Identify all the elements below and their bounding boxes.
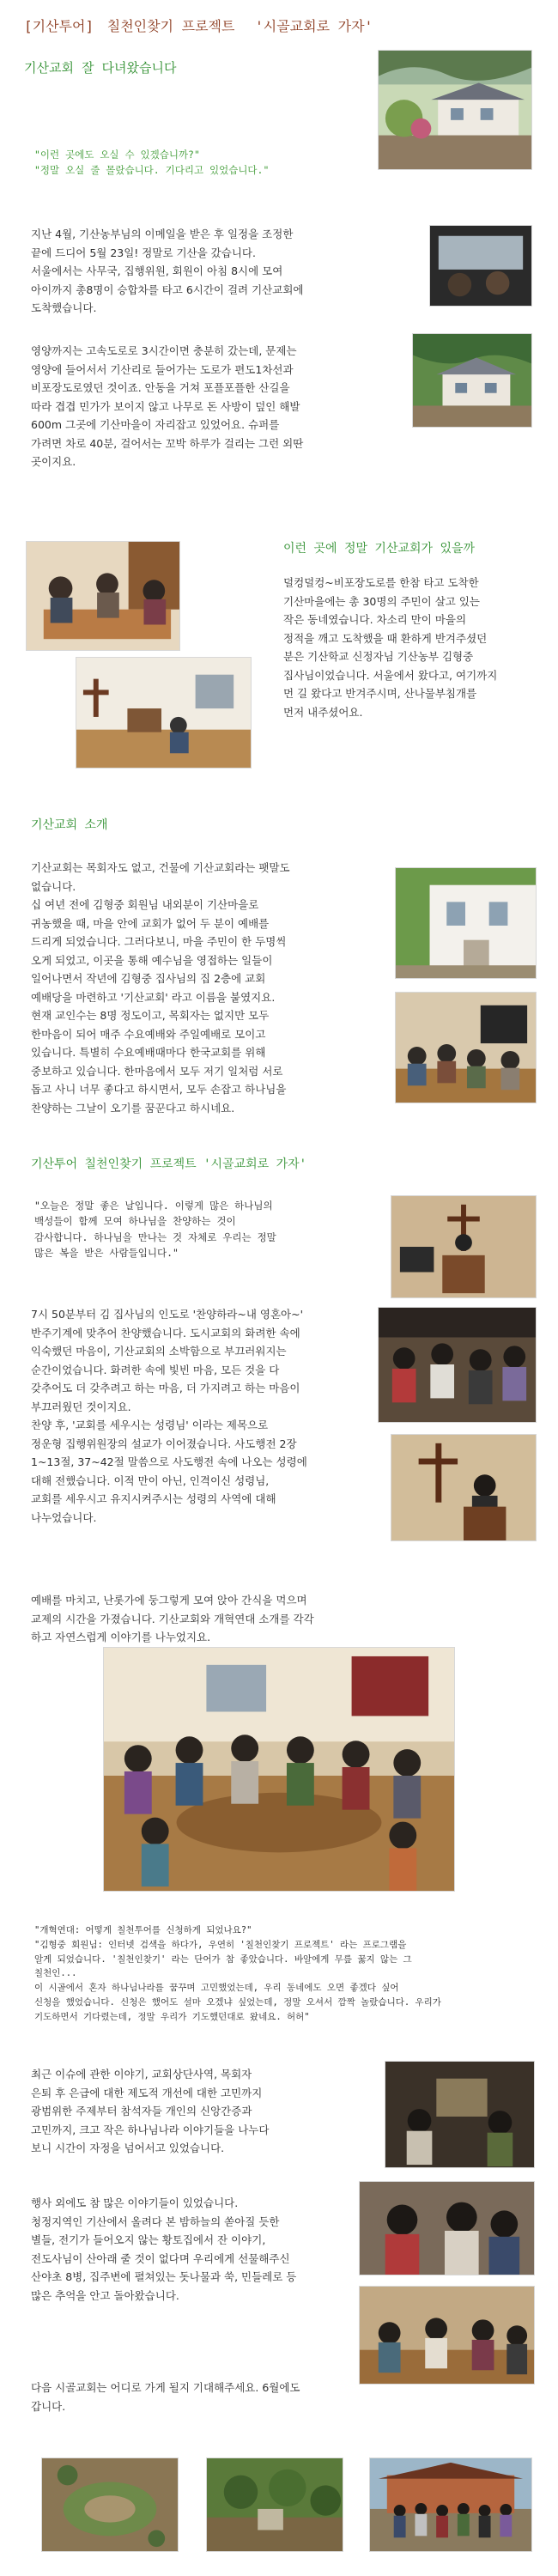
paragraph-trip: 지난 4월, 기산농부님의 이메일을 받은 후 일정을 조정한 끝에 드디어 5월 23일! 정말로 기산을 갔습니다. 서울에서는 사무국, 집행위원, 회원이 아침 8시에 모여 아이까지 총8명이 승합차를 타고 6시간이 걸려 기산교회에 도착했습니다. (31, 228, 304, 314)
paragraph-road: 영양까지는 고속도로로 3시간이면 충분히 갔는데, 문제는 영양에 들어서서 기산리로 들어가는 도로가 편도1차선과 비포장도로였던 것이죠. 안동을 거쳐 포플포플한 산길을 따라 겹겹 민가가 보이지 않고 나무로 돈 사방이 덮인 해발 600m 그곳에 기산마을이 자리잡고 있었어요. 슈퍼를 가려면 차로 40분, 걸어서는 꼬박 하루가 걸리는 그런 외딴 곳이지요. (31, 344, 304, 468)
photo-church-exterior (395, 867, 537, 979)
paragraph-welcome: 덜컹덜컹~비포장도로를 한참 타고 도착한 기산마을에는 총 30명의 주민이 살고 있는 작은 동네였습니다. 차소리 만이 마을의 정적을 깨고 도착했을 때 환하게 반겨주셨던 분은 기산학교 신정자님 기산농부 김형중 집사님이었습니다. 서울에서 왔다고, 여기까지 먼 길 왔다고 반겨주시며, 산나물부침개를 먼저 내주셨어요. (283, 576, 498, 719)
paragraph-fellowship: 예배를 마치고, 난롯가에 둥그렇게 모여 앉아 간식을 먹으며 교제의 시간을 가졌습니다. 기산교회와 개혁연대 소개를 각각 하고 자연스럽게 이야기를 나누었지요. (31, 1594, 314, 1643)
page-header (24, 15, 402, 35)
section-title-welcome: 이런 곳에 정말 기산교회가 있을까 (283, 542, 476, 556)
dialogue: "개혁연대: 어떻게 칠천투어를 신청하게 되었나요?" "김형중 회원님: 인터넷 검색을 하다가, 우연히 '칠천인찾기 프로젝트' 라는 프로그램을 알게 되었습니다. '칠천인찾기' 라는 단어가 참 좋았습니다. 바알에게 무릎 꿇지 않는 그 칠천인... 이 시골에서 혼자 하나님나라를 꿈꾸며 고민했었는데, 우리 동네에도 오면 좋겠다 싶어 신청을 했었습니다. 신청은 했어도 설마 오겠냐 싶었는데, 정말 오셔서 깜짝 놀랐습니다. 우리가 기도하면서 기다렸는데, 정말 우리가 기도했던대로 왔네요. 허허" (34, 1925, 441, 2022)
photo-night-talk (385, 2061, 535, 2168)
header-project: 칠천인찾기 프로젝트 (106, 18, 235, 34)
intro-quote-1: "이런 곳에도 오실 수 있겠습니까?" (34, 149, 200, 161)
photo-welcome-table (26, 541, 180, 651)
page-subtitle: 기산교회 잘 다녀왔습니다 (24, 60, 177, 76)
photo-sermon (391, 1434, 537, 1541)
photo-fellowship-circle (103, 1647, 455, 1892)
photo-pulpit (391, 1195, 537, 1298)
paragraph-worship: 7시 50분부터 김 집사님의 인도로 '찬양하라~내 영혼아~' 반주기계에 맞추어 찬양했습니다. 도시교회의 화려한 속에 익숙했던 마음이, 기산교회의 소박함으로 부끄러워지는 순간이었습니다. 화려한 속에 빛빈 마음, 모든 것을 다 갖추어도 더 갖추려고 하는 마음, 더 가지려고 하는 마음이 부끄러웠던 것이지요. 찬양 후, '교회를 세우시는 성령님' 이라는 제목으로 정운형 집행위원장의 설교가 이어졌습니다. 사도행전 2장 1~13절, 37~42절 말씀으로 사도행전 속에 나오는 성령에 대해 전했습니다. 이적 만이 아닌, 인격이신 성령님, 교회를 세우시고 유지시켜주시는 성령의 사역에 대해 나누었습니다. (31, 1308, 307, 1524)
header-slogan: '시골교회로 가자' (255, 18, 373, 34)
intro-quote-2: "정말 오실 줄 몰랐습니다. 기다리고 있었습니다." (34, 164, 270, 176)
photo-women-group (359, 2181, 535, 2275)
photo-worship-gathering (395, 992, 537, 1103)
paragraph-farewell: 행사 외에도 참 많은 이야기들이 있었습니다. 청정지역인 기산에서 올려다 본 밤하늘의 쏟아질 듯한 별들, 전기가 들어오지 않는 황토집에서 잔 이야기, 전도사님이 산아래 줄 것이 없다며 우리에게 선물해주신 산야초 8병, 집주변에 펼쳐있는 돗나물과 쑥, 민들레로 등 많은 추억을 안고 돌아왔습니다. (31, 2196, 297, 2302)
photo-praise-group (378, 1307, 537, 1423)
photo-herbs (206, 2458, 343, 2552)
photo-van-ride (429, 225, 532, 307)
photo-chapel-room (76, 657, 252, 769)
photo-group-outside (369, 2458, 532, 2552)
paragraph-recent: 최근 이슈에 관한 이야기, 교회상단사역, 목회자 은퇴 후 은급에 대한 제도적 개선에 대한 고민까지 광범위한 주제부터 참석자들 개인의 신앙간증과 고민까지, 크고 작은 하나님나라 이야기들을 나누다 보니 시간이 자정을 넘어서고 있었습니다. (31, 2068, 270, 2154)
paragraph-next: 다음 시골교회는 어디로 가게 될지 기대해주세요. 6월에도 갑니다. (31, 2381, 300, 2413)
section-title-church: 기산교회 소개 (31, 818, 108, 832)
paragraph-church: 기산교회는 목회자도 없고, 건물에 기산교회라는 팻말도 없습니다. 십 여년 전에 김형중 회원님 내외분이 기산마을로 귀농했을 때, 마을 안에 교회가 없어 두 분이 예배를 드리게 되었습니다. 그러다보니, 마을 주민이 한 두명씩 오게 되었고, 이곳을 통해 예수님을 영접하는 일들이 일어나면서 작년에 김형중 집사님의 집 2층에 교회 예배당을 마련하고 '기산교회' 라고 이름을 붙였지요. 현재 교인수는 8명 정도이고, 목회자는 없지만 모두 한마음이 되어 매주 수요예배와 주일예배로 모이고 있습니다. 특별히 수요예배때마다 한국교회를 위해 중보하고 있습니다. 한마음에서 모두 저기 일처럼 서로 돕고 사니 너무 좋다고 하시면서, 모두 손잡고 하나님을 찬양하는 그날이 오기를 꿈꾼다고 하시네요. (31, 861, 290, 1115)
photo-garden-circle (41, 2458, 179, 2552)
header-tag: [기산투어] (24, 18, 94, 34)
project-quote: "오늘은 정말 좋은 날입니다. 이렇게 많은 하나님의 백성들이 함께 모여 하나님을 찬양하는 것이 감사합니다. 하나님을 만나는 것 자체로 우리는 정말 많은 복을 받은 사람들입니다." (34, 1200, 276, 1260)
photo-village-house (412, 333, 532, 428)
photo-church-house (378, 50, 532, 170)
photo-room-gathering (359, 2286, 535, 2385)
section-title-project: 기산투어 칠천인찾기 프로젝트 '시골교회로 가자' (31, 1157, 307, 1171)
